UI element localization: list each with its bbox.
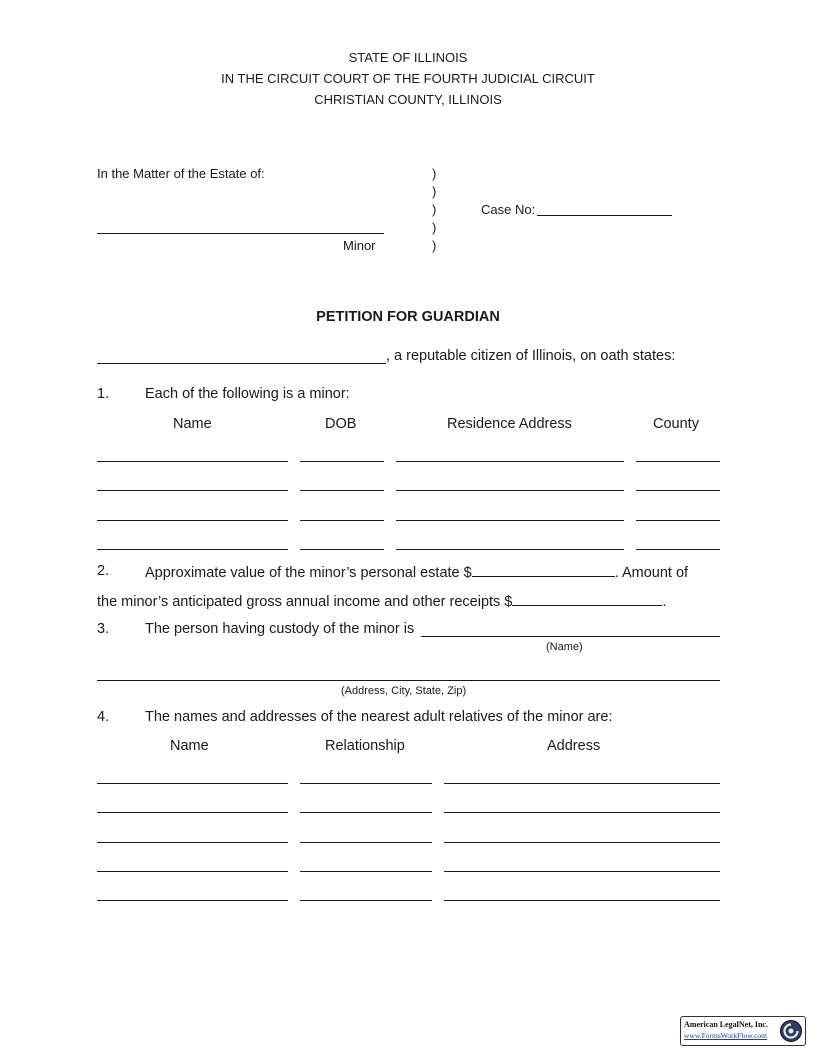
caption-paren: ) xyxy=(432,166,437,181)
publisher-name: American LegalNet, Inc. xyxy=(684,1020,768,1029)
relative-relationship-field[interactable] xyxy=(300,900,432,901)
relative-name-field[interactable] xyxy=(97,812,288,813)
minor-address-field[interactable] xyxy=(396,549,624,550)
item2-text-line2 xyxy=(97,592,666,610)
intro-text: , a reputable citizen of Illinois, on oath states: xyxy=(386,348,676,364)
minor-address-field[interactable] xyxy=(396,461,624,462)
minor-dob-field[interactable] xyxy=(300,549,384,550)
page-title: PETITION FOR GUARDIAN xyxy=(316,309,500,325)
minor-address-field[interactable] xyxy=(396,490,624,491)
custodian-address-field[interactable] xyxy=(97,680,720,681)
court-state: STATE OF ILLINOIS xyxy=(348,50,468,65)
item4-text: The names and addresses of the nearest adult relatives of the minor are: xyxy=(145,709,613,725)
minor-county-field[interactable] xyxy=(636,520,720,521)
estate-value-field[interactable] xyxy=(472,563,615,577)
relative-address-field[interactable] xyxy=(444,783,720,784)
case-no-label: Case No: xyxy=(481,202,536,217)
relative-name-field[interactable] xyxy=(97,783,288,784)
relative-address-field[interactable] xyxy=(444,900,720,901)
court-county: CHRISTIAN COUNTY, ILLINOIS xyxy=(314,92,502,107)
item3-number: 3. xyxy=(97,621,110,637)
caption-paren: ) xyxy=(432,238,437,253)
caption-paren: ) xyxy=(432,220,437,235)
minor-dob-field[interactable] xyxy=(300,490,384,491)
item4-number: 4. xyxy=(97,709,110,725)
minor-dob-field[interactable] xyxy=(300,461,384,462)
col-county-header: County xyxy=(653,416,699,432)
publisher-url[interactable]: www.FormsWorkFlow.com xyxy=(684,1031,768,1040)
relative-name-field[interactable] xyxy=(97,871,288,872)
item2-text-c: the minor’s anticipated gross annual income and other receipts $ xyxy=(97,594,513,610)
col-residence-header: Residence Address xyxy=(447,416,572,432)
estate-name-line[interactable] xyxy=(97,233,384,234)
minor-name-field[interactable] xyxy=(97,490,288,491)
relative-address-field[interactable] xyxy=(444,842,720,843)
relative-address-field[interactable] xyxy=(444,812,720,813)
relative-name-field[interactable] xyxy=(97,842,288,843)
caption-paren: ) xyxy=(432,202,437,217)
minor-county-field[interactable] xyxy=(636,549,720,550)
case-no-field[interactable] xyxy=(537,215,672,216)
annual-income-field[interactable] xyxy=(512,592,662,606)
relative-relationship-field[interactable] xyxy=(300,842,432,843)
relative-relationship-field[interactable] xyxy=(300,812,432,813)
item2-text-a: Approximate value of the minor’s personal estate $ xyxy=(145,565,472,581)
col-name-header: Name xyxy=(173,416,212,432)
relative-relationship-field[interactable] xyxy=(300,783,432,784)
rel-col-relationship-header: Relationship xyxy=(325,738,405,754)
minor-county-field[interactable] xyxy=(636,490,720,491)
minor-label: Minor xyxy=(343,238,376,253)
address-caption: (Address, City, State, Zip) xyxy=(341,685,467,697)
minor-name-field[interactable] xyxy=(97,461,288,462)
item1-text: Each of the following is a minor: xyxy=(145,386,350,402)
item2-text xyxy=(145,563,688,581)
item2-text-b: . Amount of xyxy=(614,565,689,581)
petitioner-name-line[interactable] xyxy=(97,363,386,364)
minor-county-field[interactable] xyxy=(636,461,720,462)
item2-text-d: . xyxy=(662,594,667,610)
col-dob-header: DOB xyxy=(325,416,357,432)
relative-relationship-field[interactable] xyxy=(300,871,432,872)
caption-paren: ) xyxy=(432,184,437,199)
publisher-logo[interactable] xyxy=(680,1016,806,1046)
name-caption: (Name) xyxy=(546,641,583,653)
relative-address-field[interactable] xyxy=(444,871,720,872)
rel-col-name-header: Name xyxy=(170,738,209,754)
custodian-name-field[interactable] xyxy=(421,636,720,637)
relative-name-field[interactable] xyxy=(97,900,288,901)
minor-dob-field[interactable] xyxy=(300,520,384,521)
rel-col-address-header: Address xyxy=(547,738,601,754)
minor-name-field[interactable] xyxy=(97,549,288,550)
minor-address-field[interactable] xyxy=(396,520,624,521)
item3-text: The person having custody of the minor is xyxy=(145,621,415,637)
matter-label: In the Matter of the Estate of: xyxy=(97,166,265,181)
globe-icon xyxy=(779,1019,803,1043)
item2-number: 2. xyxy=(97,563,110,579)
item1-number: 1. xyxy=(97,386,110,402)
minor-name-field[interactable] xyxy=(97,520,288,521)
court-circuit: IN THE CIRCUIT COURT OF THE FOURTH JUDICIAL CIRCUIT xyxy=(221,71,595,86)
